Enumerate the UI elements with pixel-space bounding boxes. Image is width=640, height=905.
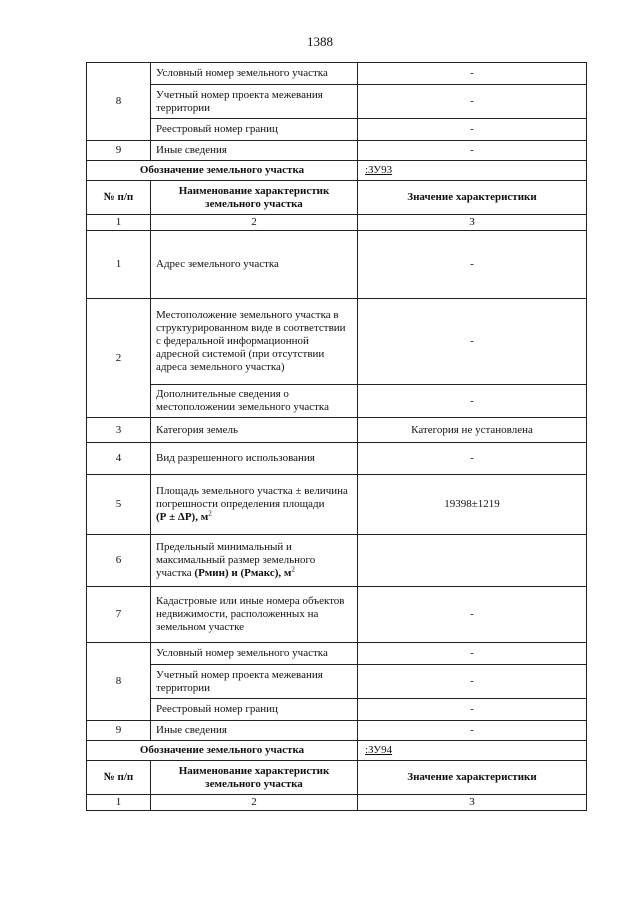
characteristic-value: - <box>358 587 587 643</box>
column-header-row <box>87 181 587 215</box>
row-number: 9 <box>87 721 151 741</box>
characteristic-value: - <box>358 699 587 721</box>
characteristic-value: - <box>358 119 587 141</box>
table-row <box>87 63 587 85</box>
row-number: 3 <box>87 418 151 443</box>
column-index: 1 <box>87 215 151 231</box>
characteristic-value: - <box>358 63 587 85</box>
column-index: 1 <box>87 795 151 811</box>
column-index: 2 <box>151 215 358 231</box>
row-number: 5 <box>87 475 151 535</box>
area-unit-exponent: 2 <box>208 509 212 518</box>
table-row <box>87 119 587 141</box>
table-row <box>87 665 587 699</box>
table-row <box>87 587 587 643</box>
characteristic-name: Реестровый номер границ <box>151 699 358 721</box>
characteristic-value: 19398±1219 <box>358 475 587 535</box>
characteristic-value: - <box>358 721 587 741</box>
area-label: Площадь земельного участка ± величина погрешности определения площади <box>156 485 348 510</box>
table-row <box>87 299 587 385</box>
column-header-row <box>87 761 587 795</box>
row-number: 6 <box>87 535 151 587</box>
characteristic-name: Иные сведения <box>151 141 358 161</box>
table-row <box>87 643 587 665</box>
plot-designation-row <box>87 741 587 761</box>
characteristic-name: Местоположение земельного участка в структурированном виде в соответствии с федеральной информационной адресной системой (при отсутствии адреса земельного участка) <box>151 299 358 385</box>
column-header-num: № п/п <box>87 761 151 795</box>
column-index: 3 <box>358 215 587 231</box>
column-header-name: Наименование характеристик земельного участка <box>151 761 358 795</box>
characteristic-value: - <box>358 385 587 418</box>
characteristic-name: Условный номер земельного участка <box>151 63 358 85</box>
characteristic-name: Учетный номер проекта межевания территории <box>151 85 358 119</box>
table-row <box>87 231 587 299</box>
characteristic-name <box>151 535 358 587</box>
plot-designation-row <box>87 161 587 181</box>
column-index-row <box>87 795 587 811</box>
land-plot-table <box>86 62 587 811</box>
column-header-value: Значение характеристики <box>358 761 587 795</box>
plot-designation-id: :ЗУ94 <box>358 741 587 761</box>
characteristic-name: Учетный номер проекта межевания территории <box>151 665 358 699</box>
characteristic-name: Адрес земельного участка <box>151 231 358 299</box>
column-index-row <box>87 215 587 231</box>
characteristic-value <box>358 535 587 587</box>
row-number: 9 <box>87 141 151 161</box>
row-number: 4 <box>87 443 151 475</box>
column-header-name: Наименование характеристик земельного участка <box>151 181 358 215</box>
column-index: 2 <box>151 795 358 811</box>
characteristic-name: Вид разрешенного использования <box>151 443 358 475</box>
row-number: 8 <box>87 643 151 721</box>
column-index: 3 <box>358 795 587 811</box>
table-row <box>87 141 587 161</box>
characteristic-value: - <box>358 443 587 475</box>
plot-designation-id: :ЗУ93 <box>358 161 587 181</box>
column-header-value: Значение характеристики <box>358 181 587 215</box>
characteristic-name: Иные сведения <box>151 721 358 741</box>
characteristic-name: Дополнительные сведения о местоположении земельного участка <box>151 385 358 418</box>
table-row <box>87 385 587 418</box>
size-limit-label: Предельный минимальный и максимальный размер земельного участка <box>156 541 316 579</box>
characteristic-name: Условный номер земельного участка <box>151 643 358 665</box>
table-row <box>87 418 587 443</box>
column-header-num: № п/п <box>87 181 151 215</box>
table-row <box>87 475 587 535</box>
characteristic-name: Категория земель <box>151 418 358 443</box>
characteristic-value: - <box>358 85 587 119</box>
table-row <box>87 85 587 119</box>
row-number: 7 <box>87 587 151 643</box>
characteristic-value: - <box>358 643 587 665</box>
page-number: 1388 <box>307 34 333 49</box>
plot-designation-label: Обозначение земельного участка <box>87 741 358 761</box>
characteristic-value: - <box>358 141 587 161</box>
characteristic-name <box>151 475 358 535</box>
row-number: 8 <box>87 63 151 141</box>
plot-designation-label: Обозначение земельного участка <box>87 161 358 181</box>
characteristic-value: - <box>358 299 587 385</box>
row-number: 1 <box>87 231 151 299</box>
characteristic-value: - <box>358 231 587 299</box>
characteristic-value: Категория не установлена <box>358 418 587 443</box>
size-limit-formula: (Рмин) и (Рмакс), м <box>194 567 292 579</box>
table-row <box>87 443 587 475</box>
table-row <box>87 699 587 721</box>
characteristic-name: Кадастровые или иные номера объектов недвижимости, расположенных на земельном участке <box>151 587 358 643</box>
table-row <box>87 721 587 741</box>
size-limit-unit-exponent: 2 <box>291 565 295 574</box>
characteristic-name: Реестровый номер границ <box>151 119 358 141</box>
characteristic-value: - <box>358 665 587 699</box>
table-row <box>87 535 587 587</box>
area-formula: (Р ± ΔР), м <box>156 511 209 523</box>
row-number: 2 <box>87 299 151 418</box>
